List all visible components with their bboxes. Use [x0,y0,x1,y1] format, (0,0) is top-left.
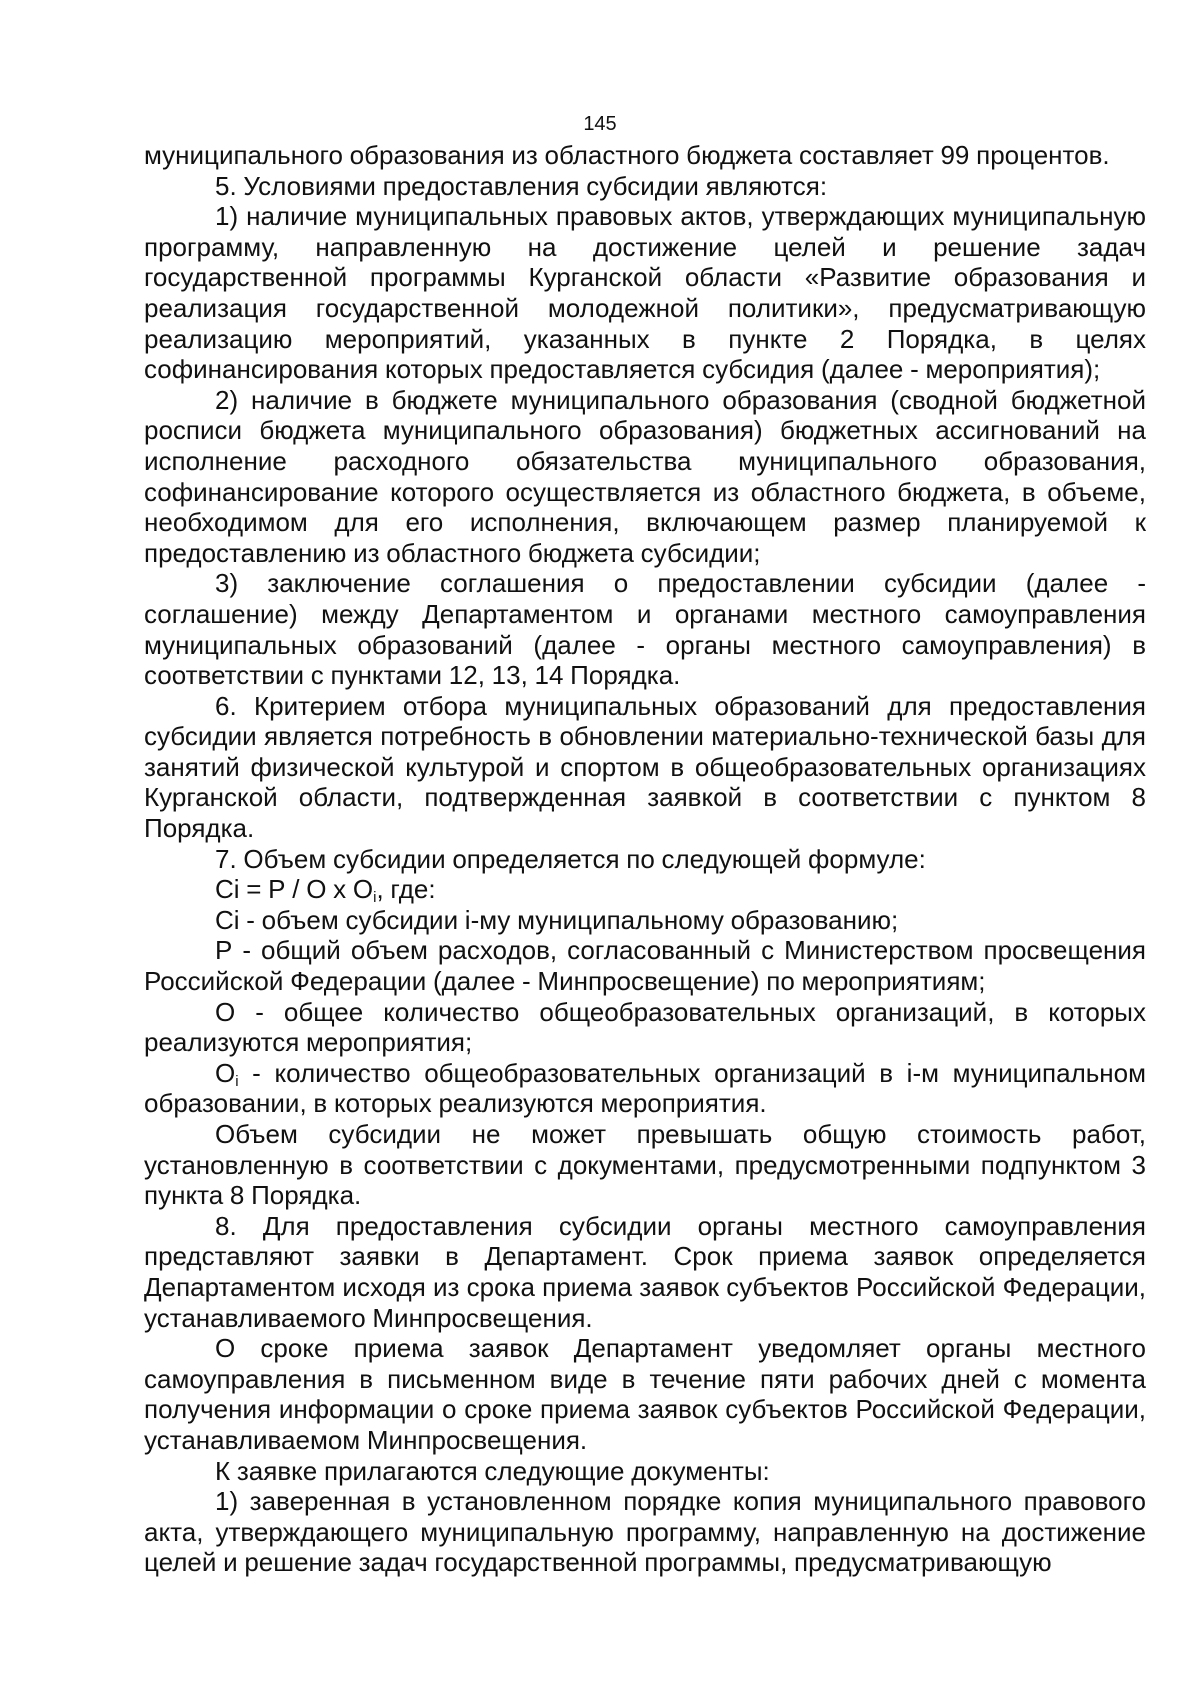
paragraph: О сроке приема заявок Департамент уведомляет органы местного самоуправления в письменном виде в течение пяти рабочих дней с момента получения информации о сроке приема заявок субъектов Российской Федерации, устанавливаемом Минпросвещения. [144,1333,1146,1455]
formula-lhs: Сi = Р / О х О [215,874,374,905]
paragraph: Сi - объем субсидии i-му муниципальному образованию; [215,904,899,935]
paragraph: 2) наличие в бюджете муниципального образования (сводной бюджетной росписи бюджета муниципального образования) бюджетных ассигнований на исполнение расходного обязательства муниципального образования, софинансирование которого осуществляется из областного бюджета, в объеме, необходимом для его исполнения, включающем размер планируемой к предоставлению из областного бюджета субсидии; [144,384,1146,568]
formula [144,874,1146,905]
oi-definition [144,1058,1146,1119]
oi-symbol: О [215,1057,236,1088]
paragraph: К заявке прилагаются следующие документы: [215,1455,770,1486]
paragraph: О - общее количество общеобразовательных организаций, в которых реализуются мероприятия; [144,996,1146,1058]
paragraph: Объем субсидии не может превышать общую стоимость работ, установленную в соответствии с документами, предусмотренными подпунктом 3 пункта 8 Порядка. [144,1119,1146,1211]
paragraph: 8. Для предоставления субсидии органы местного самоуправления представляют заявки в Департамент. Срок приема заявок определяется Департаментом исходя из срока приема заявок субъектов Российской Федерации, устанавливаемого Минпросвещения. [144,1210,1146,1333]
paragraph: муниципального образования из областного бюджета составляет 99 процентов. [144,140,1110,170]
paragraph: 1) наличие муниципальных правовых актов, утверждающих муниципальную программу, направленную на достижение целей и решение задач государственной программы Курганской области «Развитие образования и реализация государственной молодежной политики», предусматривающую реализацию мероприятий, указанных в пункте 2 Порядка, в целях софинансирования которых предоставляется субсидия (далее - мероприятия); [144,201,1146,385]
paragraph: Р - общий объем расходов, согласованный с Министерством просвещения Российской Федерации (далее - Минпросвещение) по мероприятиям; [144,935,1146,997]
document-body [144,140,1146,1578]
formula-subscript: i [373,889,377,907]
paragraph: 5. Условиями предоставления субсидии являются: [215,170,828,201]
formula-rhs: , где: [376,874,436,905]
paragraph: 3) заключение соглашения о предоставлении субсидии (далее - соглашение) между Департаментом и органами местного самоуправления муниципальных образований (далее - органы местного самоуправления) в соответствии с пунктами 12, 13, 14 Порядка. [144,568,1146,691]
oi-text: - количество общеобразовательных организаций в i-м муниципальном образовании, в которых реализуются мероприятия. [144,1057,1146,1119]
oi-subscript: i [235,1072,239,1090]
paragraph: 1) заверенная в установленном порядке копия муниципального правового акта, утверждающего муниципальную программу, направленную на достижение целей и решение задач государственной программы, предусматривающую [144,1486,1146,1578]
paragraph: 7. Объем субсидии определяется по следующей формуле: [215,843,926,874]
page-number: 145 [583,113,617,135]
paragraph: 6. Критерием отбора муниципальных образований для предоставления субсидии является потребность в обновлении материально-технической базы для занятий физической культурой и спортом в общеобразовательных организациях Курганской области, подтвержденная заявкой в соответствии с пунктом 8 Порядка. [144,690,1146,844]
